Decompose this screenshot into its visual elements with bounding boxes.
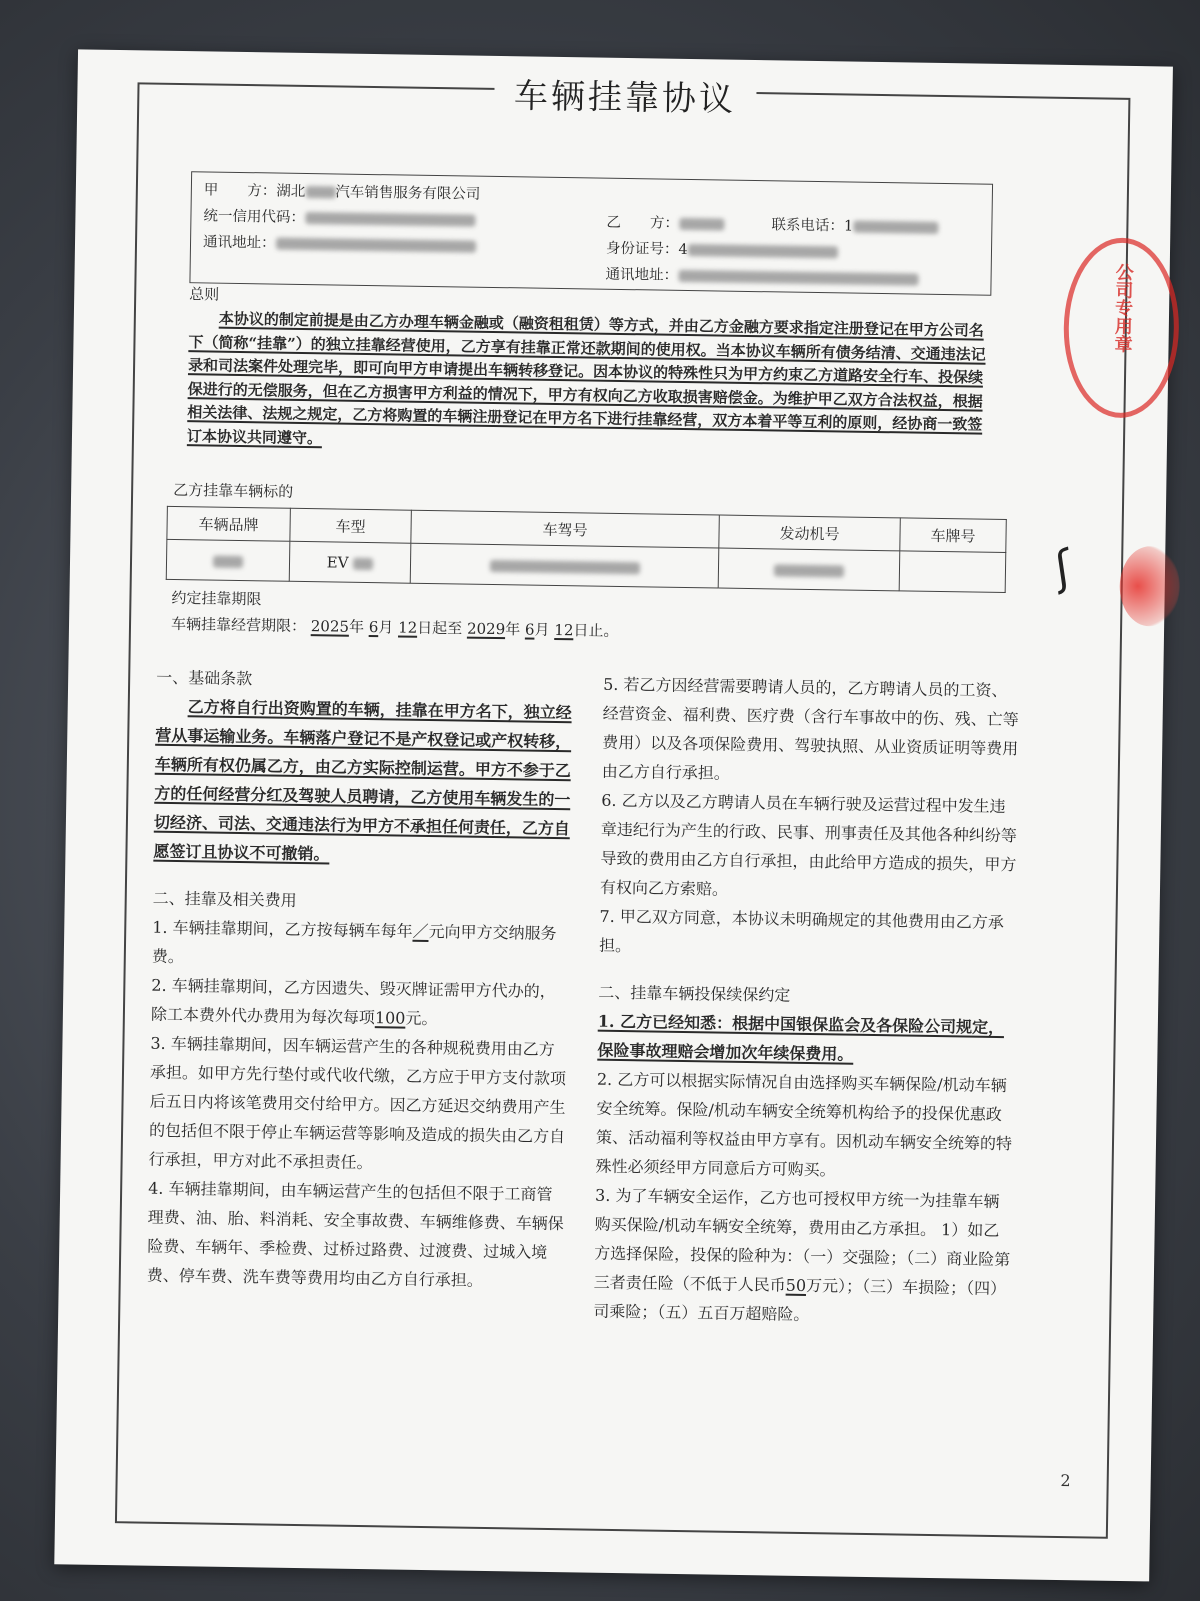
period-heading: 约定挂靠期限 [171,588,262,609]
insurance-3: 3. 为了车辆安全运作，乙方也可授权甲方统一为挂靠车辆购买保险/机动车辆安全统筹，费用由乙方承担。 1）如乙方选择保险，投保的险种为：（一）交强险；（二）商业险第三者责任险（不低于人民币50万元）；（三）车损险；（四）司乘险；（五）五百万超赔险。 [593,1185,1011,1325]
clause-1: 1. 车辆挂靠期间，乙方按每辆车每年／元向甲方交纳服务费。 [151,917,557,967]
vehicle-table [166,506,1007,593]
table-header: 发动机号 [719,515,900,551]
table-header: 车辆品牌 [167,506,291,541]
credit-code-line: 统一信用代码： [203,204,475,229]
page-number: 2 [1060,1471,1071,1491]
document-page [54,49,1173,1581]
signature-mark: ʃ [1047,541,1078,595]
plate-cell [899,551,1006,593]
insurance-1: 1. 乙方已经知悉：根据中国银保监会及各保险公司规定，保险事故理赔会增加次年续保费用。 [597,1011,1005,1064]
s1-heading: 一、基础条款 [156,667,253,689]
clause-2: 2. 车辆挂靠期间，乙方因遗失、毁灭牌证需甲方代办的，除工本费外代办费用为每次每项100元。 [150,975,556,1029]
clause-4: 4. 车辆挂靠期间，由车辆运营产生的包括但不限于工商管理费、油、胎、料消耗、安全事故费、车辆维修费、车辆保险费、车辆年、季检费、过桥过路费、过渡费、过城入境费、停车费、洗车费等费用均由乙方自行承担。 [146,1178,564,1290]
vin-cell [410,543,719,588]
address-b-line: 通讯地址： [605,263,918,289]
company-seal: 公司专用章 [1062,237,1180,419]
id-line: 身份证号：4 [606,237,838,262]
party-a-line: 甲 方：湖北 汽车销售服务有限公司 [203,182,481,203]
s2-heading: 二、挂靠及相关费用 [152,888,297,910]
brand-cell [166,539,290,581]
right-column [593,670,1023,1333]
model-cell: EV [289,541,411,583]
table-header: 车牌号 [900,518,1007,553]
clause-3: 3. 车辆挂靠期间，因车辆运营产生的各种规税费用由乙方承担。如甲方先行垫付或代收代缴，乙方应于甲方支付款项后五日内将该笔费用交付给甲方。因乙方延迟交纳费用产生的包括但不限于停止车辆运营等影响及造成的损失由乙方自行承担，甲方对此不承担责任。 [148,1033,567,1173]
left-column [147,663,575,1296]
table-header: 车型 [290,508,412,543]
parties-box [189,171,993,296]
clause-5: 5. 若乙方因经营需要聘请人员的，乙方聘请人员的工资、经营资金、福利费、医疗费（含行车事故中的伤、残、亡等费用）以及各项保险费用、驾驶执照、从业资质证明等费用由乙方自行承担。 [601,674,1019,783]
clause-6: 6. 乙方以及乙方聘请人员在车辆行驶及运营过程中发生违章违纪行为产生的行政、民事、刑事责任及其他各种纠纷等导致的费用由乙方自行承担，由此给甲方造成的损失，甲方有权向乙方索赔。 [599,790,1017,899]
s3-heading: 二、挂靠车辆投保续保约定 [598,982,791,1005]
engine-cell [718,548,900,591]
address-a-line: 通讯地址： [203,230,476,255]
phone-line: 联系电话：1 [771,213,938,237]
document-title: 车辆挂靠协议 [77,61,1173,127]
seal-fragment [1119,546,1180,627]
insurance-2: 2. 乙方可以根据实际情况自由选择购买车辆保险/机动车辆安全统筹。保险/机动车辆安全统筹机构给予的投保优惠政策、活动福利等权益由甲方享有。因机动车辆安全统筹的特殊性必须经甲方同意后方可购买。 [595,1069,1013,1180]
party-b-line: 乙 方： [606,211,724,234]
vehicle-heading: 乙方挂靠车辆标的 [173,480,294,501]
general-heading: 总则 [189,285,220,304]
s1-text: 乙方将自行出资购置的车辆，挂靠在甲方名下，独立经营从事运输业务。车辆落户登记不是产权登记或产权转移，车辆所有权仍属乙方，由乙方实际控制运营。甲方不参于乙方的任何经营分红及驾驶人员聘请，乙方使用车辆发生的一切经济、司法、交通违法行为甲方不承担任何责任，乙方自愿签订且协议不可撤销。 [153,697,572,864]
general-text: 本协议的制定前提是由乙方办理车辆金融或（融资租租赁）等方式，并由乙方金融方要求指定注册登记在甲方公司名下（简称“挂靠”）的独立挂靠经营使用，乙方享有挂靠正常还款期间的使用权。当本协议车辆所有债务结清、交通违法记录和司法案件处理完毕，即可向甲方申请提出车辆转移登记。因本协议的特殊性只为甲方约束乙方道路安全行车、投保续保进行的无偿服务，但在乙方损害甲方利益的情况下，甲方有权向乙方收取损害赔偿金。为维护甲乙双方合法权益，根据相关法律、法规之规定，乙方将购置的车辆注册登记在甲方名下进行挂靠经营，双方本着平等互利的原则，经协商一致签订本协议共同遵守。 [186,309,986,447]
clause-7: 7. 甲乙双方同意，本协议未明确规定的其他费用由乙方承担。 [598,906,1004,956]
table-header: 车驾号 [411,510,719,548]
period-line: 车辆挂靠经营期限： 2025年 6月 12日起至 2029年 6月 12日止。 [170,614,619,640]
